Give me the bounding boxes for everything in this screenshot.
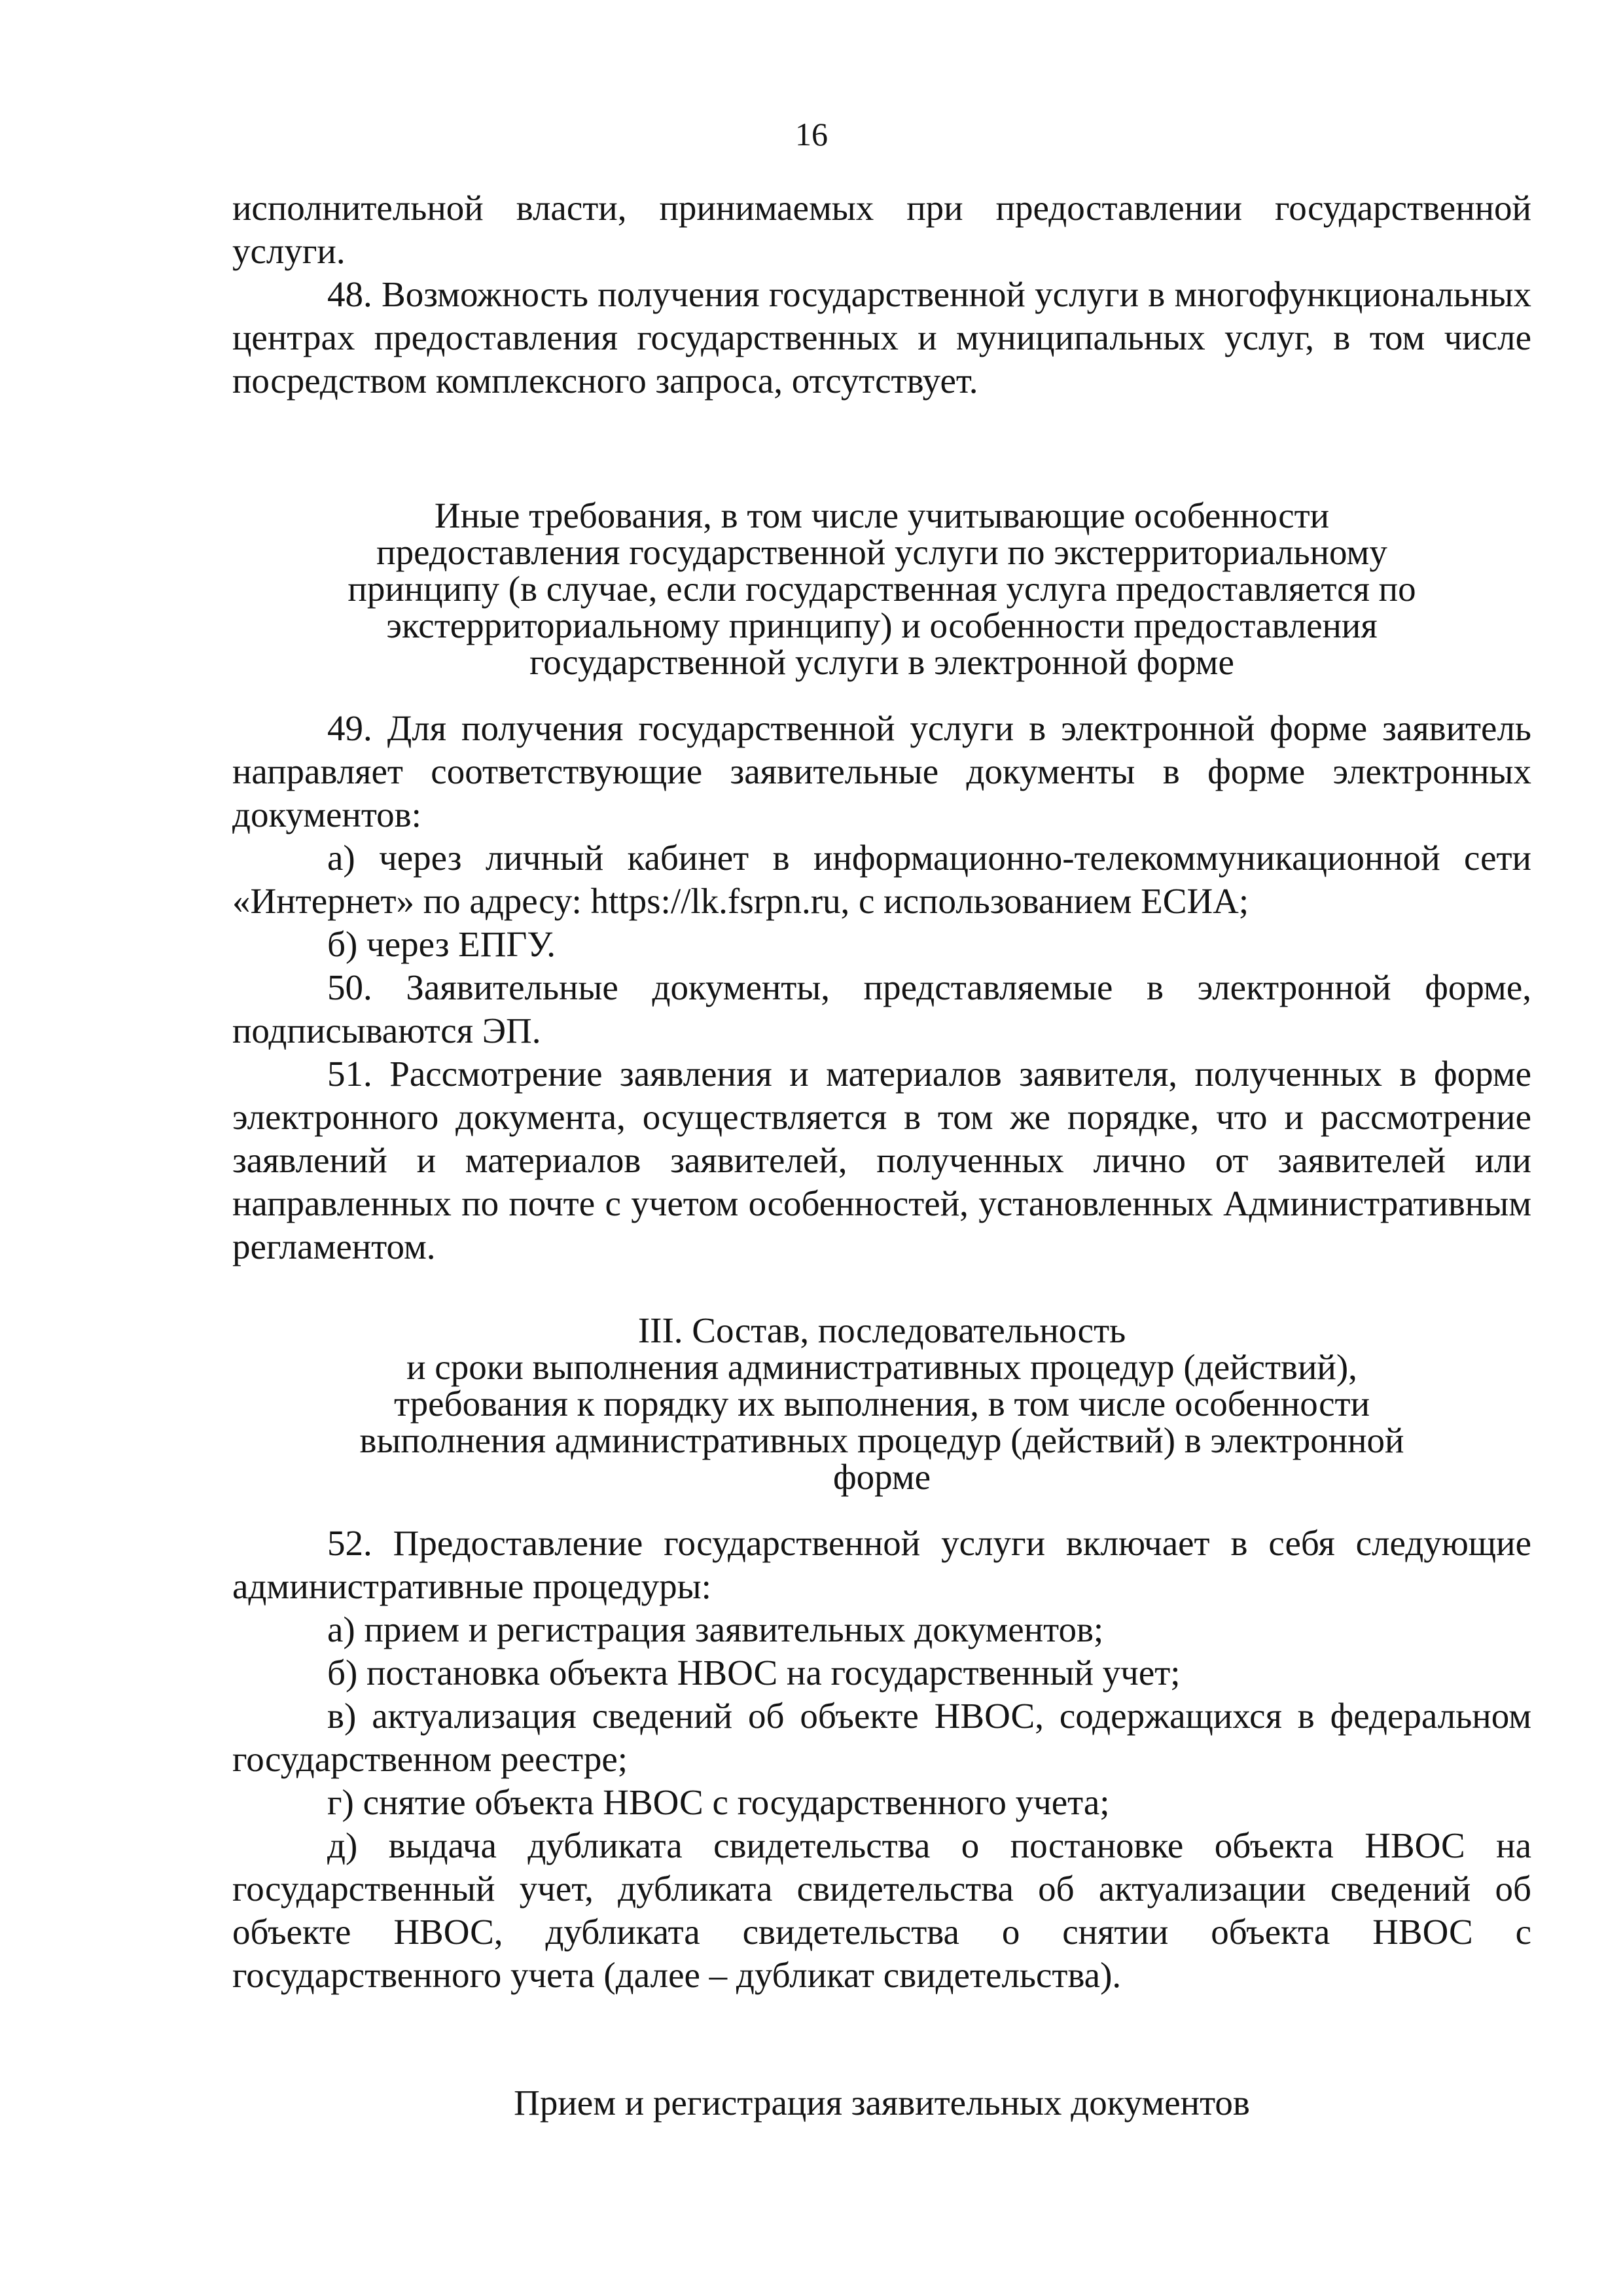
paragraph-52-a: а) прием и регистрация заявительных документов; — [327, 1609, 1104, 1649]
heading-line: и сроки выполнения административных процедур (действий), — [406, 1347, 1357, 1387]
paragraph-52: 52. Предоставление государственной услуги включает в себя следующие административные процедуры: — [232, 1523, 1531, 1606]
paragraph-51: 51. Рассмотрение заявления и материалов заявителя, полученных в форме электронного документа, осуществляется в том же порядке, что и рассмотрение заявлений и материалов заявителей, полученных лично от заявителей или направленных по почте с учетом особенностей, установленных Административным регламентом. — [232, 1054, 1531, 1266]
paragraph-50: 50. Заявительные документы, представляемые в электронной форме, подписываются ЭП. — [232, 967, 1531, 1050]
subsection-heading-reception: Прием и регистрация заявительных документов — [514, 2083, 1250, 2123]
heading-line: форме — [832, 1457, 931, 1497]
paragraph-49-b: б) через ЕПГУ. — [327, 924, 556, 964]
paragraph-49-a: а) через личный кабинет в информационно-телекоммуникационной сети «Интернет» по адресу: https://lk.fsrpn.ru, с использованием ЕСИА; — [232, 838, 1531, 921]
paragraph-52-v: в) актуализация сведений об объекте НВОС, содержащихся в федеральном государственном реестре; — [232, 1696, 1531, 1779]
paragraph-52-b: б) постановка объекта НВОС на государственный учет; — [327, 1653, 1181, 1693]
paragraph-49: 49. Для получения государственной услуги в электронной форме заявитель направляет соответствующие заявительные документы в форме электронных документов: — [232, 708, 1531, 834]
heading-line: экстерриториальному принципу) и особенности предоставления — [386, 605, 1378, 645]
paragraph-52-g: г) снятие объекта НВОС с государственного учета; — [327, 1782, 1110, 1822]
heading-line: принципу (в случае, если государственная услуга предоставляется по — [348, 569, 1416, 609]
heading-line: выполнения административных процедур (действий) в электронной — [359, 1420, 1404, 1460]
section-heading-other-requirements — [232, 497, 1531, 681]
page-number: 16 — [795, 116, 828, 152]
heading-line: государственной услуги в электронной форме — [529, 642, 1234, 682]
paragraph-48: 48. Возможность получения государственной услуги в многофункциональных центрах предоставления государственных и муниципальных услуг, в том числе посредством комплексного запроса, отсутствует. — [232, 274, 1531, 401]
text-block-1 — [232, 187, 1531, 403]
heading-line: Иные требования, в том числе учитывающие особенности — [434, 495, 1330, 535]
text-block-3 — [232, 1522, 1531, 1997]
section-heading-iii — [232, 1312, 1531, 1496]
heading-line: предоставления государственной услуги по экстерриториальному — [376, 532, 1387, 572]
heading-line: требования к порядку их выполнения, в том числе особенности — [393, 1384, 1370, 1424]
text-block-2 — [232, 707, 1531, 1268]
paragraph-52-d: д) выдача дубликата свидетельства о постановке объекта НВОС на государственный учет, дубликата свидетельства об актуализации сведений об объекте НВОС, дубликата свидетельства о снятии объекта НВОС с государственного учета (далее – дубликат свидетельства). — [232, 1825, 1531, 1995]
paragraph-continuation: исполнительной власти, принимаемых при предоставлении государственной услуги. — [232, 188, 1531, 271]
heading-line: III. Состав, последовательность — [637, 1310, 1126, 1350]
